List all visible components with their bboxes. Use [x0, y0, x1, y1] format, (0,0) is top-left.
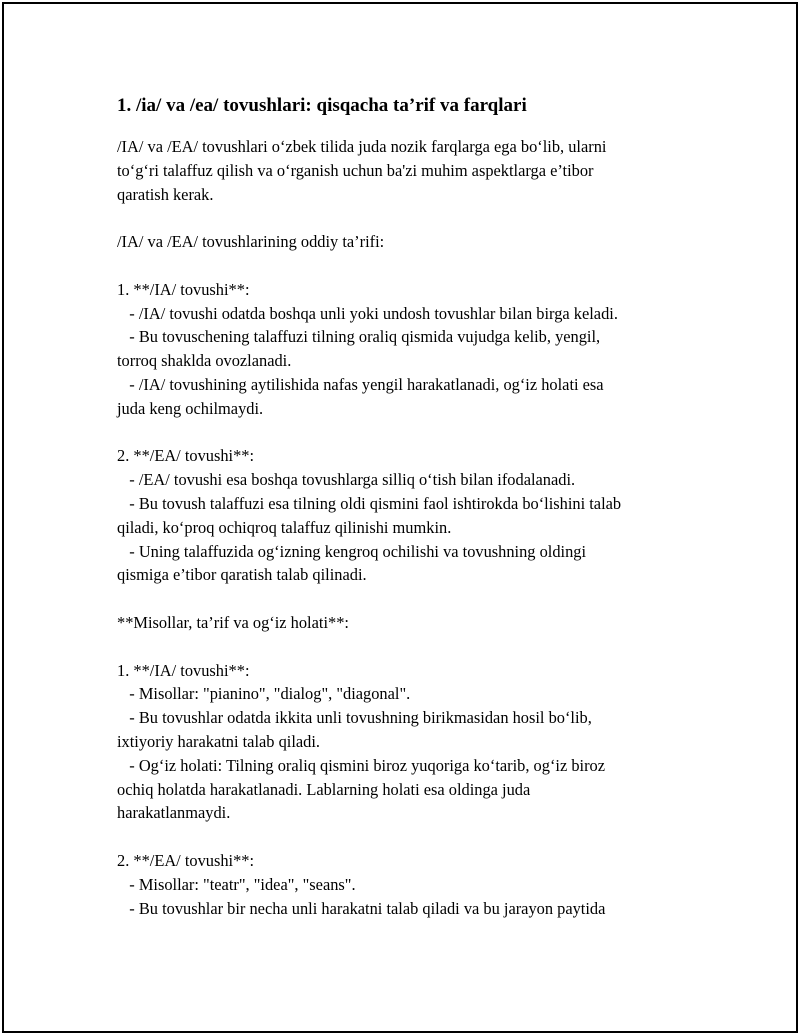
- blank-line: [117, 254, 697, 278]
- text-line: /IA/ va /EA/ tovushlari o‘zbek tilida juda nozik farqlarga ega bo‘lib, ularni: [117, 137, 607, 156]
- text-line: 1. **/IA/ tovushi**:: [117, 660, 250, 680]
- text-line: - Misollar: "pianino", "dialog", "diagonal".: [117, 684, 411, 704]
- blank-line: [117, 206, 697, 230]
- text-line: - Bu tovushlar odatda ikkita unli tovushning birikmasidan hosil bo‘lib,: [117, 708, 592, 728]
- text-line: to‘g‘ri talaffuz qilish va o‘rganish uchun ba'zi muhim aspektlarga e’tibor: [117, 160, 594, 180]
- text-line: 2. **/EA/ tovushi**:: [117, 850, 255, 870]
- text-line: 2. **/EA/ tovushi**:: [117, 446, 255, 466]
- text-line: - Bu tovuschening talaffuzi tilning oraliq qismida vujudga kelib, yengil,: [117, 327, 601, 347]
- text-line: - Uning talaffuzida og‘izning kengroq ochilishi va tovushning oldingi: [117, 541, 587, 561]
- text-line: qiladi, ko‘proq ochiqroq talaffuz qilinishi mumkin.: [117, 517, 452, 537]
- text-line: /IA/ va /EA/ tovushlarining oddiy ta’rifi:: [117, 232, 385, 252]
- text-line: ixtiyoriy harakatni talab qiladi.: [117, 731, 321, 751]
- blank-line: [117, 635, 697, 659]
- blank-line: [117, 825, 697, 849]
- text-line: torroq shaklda ovozlanadi.: [117, 351, 292, 371]
- text-line: 1. **/IA/ tovushi**:: [117, 279, 250, 299]
- text-line: - /IA/ tovushi odatda boshqa unli yoki undosh tovushlar bilan birga keladi.: [117, 303, 618, 323]
- document-body: [117, 135, 697, 920]
- text-line: - Misollar: "teatr", "idea", "seans".: [117, 874, 356, 894]
- text-line: - Og‘iz holati: Tilning oraliq qismini biroz yuqoriga ko‘tarib, og‘iz biroz: [117, 755, 606, 775]
- text-line: qaratish kerak.: [117, 184, 214, 204]
- text-line: juda keng ochilmaydi.: [117, 398, 264, 418]
- document-content: [117, 92, 697, 920]
- text-line: qismiga e’tibor qaratish talab qilinadi.: [117, 565, 367, 585]
- text-line: - Bu tovushlar bir necha unli harakatni talab qiladi va bu jarayon paytida: [117, 898, 606, 918]
- text-line: ochiq holatda harakatlanadi. Lablarning holati esa oldinga juda: [117, 779, 531, 799]
- blank-line: [117, 587, 697, 611]
- document-title: 1. /ia/ va /ea/ tovushlari: qisqacha ta’rif va farqlari: [117, 95, 527, 116]
- blank-line: [117, 421, 697, 445]
- text-line: - /IA/ tovushining aytilishida nafas yengil harakatlanadi, og‘iz holati esa: [117, 374, 604, 394]
- text-line: **Misollar, ta’rif va og‘iz holati**:: [117, 612, 349, 632]
- text-line: - Bu tovush talaffuzi esa tilning oldi qismini faol ishtirokda bo‘lishini talab: [117, 493, 622, 513]
- text-line: - /EA/ tovushi esa boshqa tovushlarga silliq o‘tish bilan ifodalanadi.: [117, 470, 576, 490]
- text-line: harakatlanmaydi.: [117, 803, 231, 823]
